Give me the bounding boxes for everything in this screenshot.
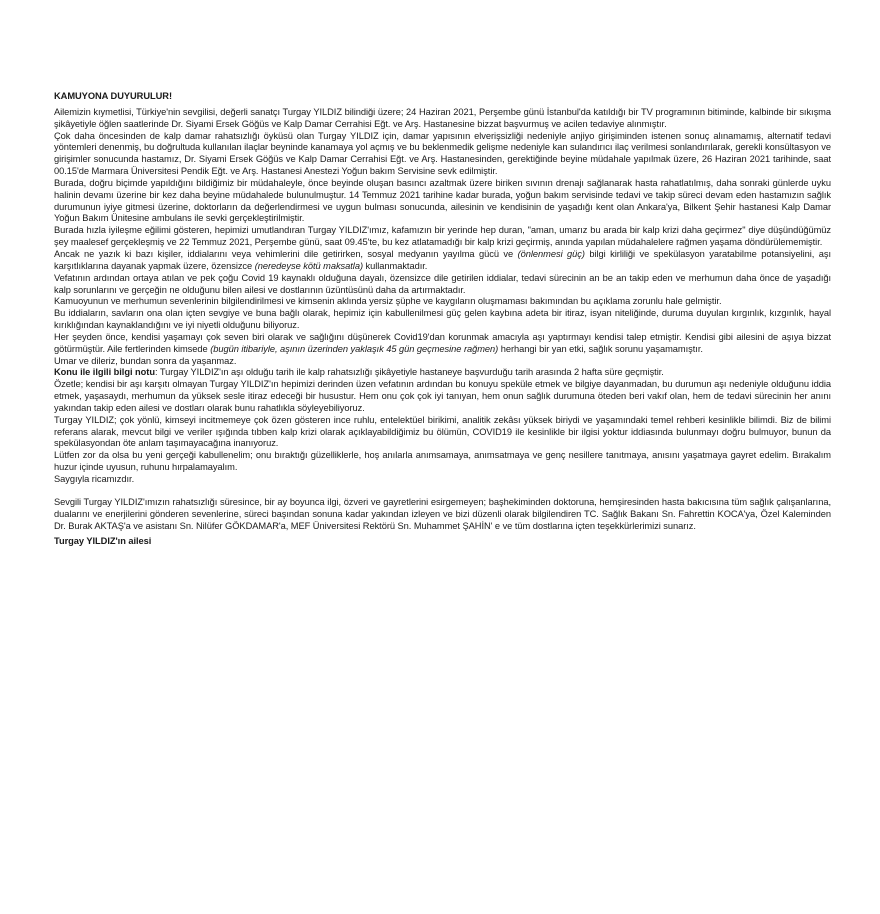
paragraph-13: Turgay YILDIZ; çok yönlü, kimseyi incitmemeye çok özen gösteren ince ruhlu, entelektüel birikimi, analitik zekâsı yüksek biriydi ve yaşamındaki temel rehberi kesinlikle bilimdi. Biz de bilimi referans alarak, mevcut bilgi ve veriler ışığında tıbben kalp krizi olarak açıklayabildiğimiz bu ölümün, COVID19 ile kesinlikle bir ilgisi yoktur iddiasında bulunmayı doğru bulmuyor, bunun da spekülasyondan öte anlam taşımayacağına inanıyoruz. [54,414,831,449]
paragraph-5-part-c: kullanmaktadır. [363,260,428,271]
paragraph-7: Kamuoyunun ve merhumun sevenlerinin bilgilendirilmesi ve kimsenin aklında yersiz şüphe ve kaygıların oluşmaması bakımından bu açıklama zorunlu hale gelmiştir. [54,296,722,307]
paragraph-5-italic-2: (neredeyse kötü maksatla) [254,260,363,271]
paragraph-1: Ailemizin kıymetlisi, Türkiye'nin sevgilisi, değerli sanatçı Turgay YILDIZ bilindiği üzere; 24 Haziran 2021, Perşembe günü İstanbul'da katıldığı bir TV programının bitiminde, kalbinde bir sıkışma şikâyetiyle öğlen saatlerinde Dr. Siyami Ersek Göğüs ve Kalp Damar Cerrahisi Eğt. ve Arş. Hastanesine bizzat başvurmuş ve acilen tedaviye alınmıştır. [54,106,831,129]
paragraph-8: Bu iddiaların, savların ona olan içten sevgiye ve buna bağlı olarak, hepimiz için kabullenilmesi güç gelen kaybına adeta bir itiraz, isyan niteliğinde, duruma duyulan kırgınlık, kızgınlık, hayal kırıklığından kaynaklandığını ve iyi niyetli olduğunu biliyoruz. [54,308,831,331]
paragraph-4: Burada hızla iyileşme eğilimi gösteren, hepimizi umutlandıran Turgay YILDIZ'ımız, kafamızın bir yerinde hep duran, "aman, umarız bu arada bir kalp krizi daha geçirmez" diye düşündüğümüz şey maalesef gerçekleşmiş ve 22 Temmuz 2021, Perşembe günü, saat 09.45'te, bu kez atlatamadığı bir kalp krizi geçirmiş, anında yapılan müdahalelere rağmen yaşama döndürülememiştir. [54,225,831,248]
paragraph-12: Özetle; kendisi bir aşı karşıtı olmayan Turgay YILDIZ'ın hepimizi derinden üzen vefatının ardından bu konuyu spekülе etmek ve bilgiye dayanmadan, bu durumun aşı nedeniyle olduğunu iddia etmek, yaşasaydı, merhumun da yüksek sesle itiraz edeceği bir husustur. Hem onu çok çok iyi tanıyan, hem onun sağlık durumuna öteden beri vakıf olan, hem de tedavi sürecinin her anını yakından takip eden ailesi ve dostları olarak bunu rahatlıkla söyleyebiliyoruz. [54,379,831,413]
paragraph-5-italic-1: (önlenmesi güç) [517,248,585,259]
paragraph-5-part-a: Ancak ne yazık ki bazı kişiler, iddialarını veya vehimlerini dile getirirken, sosyal medyanın yayılma gücü ve [54,248,518,259]
paragraph-15: Saygıyla ricamızdır. [54,474,135,484]
paragraph-9 [54,332,831,356]
signature: Turgay YILDIZ'ın ailesi [54,536,152,547]
paragraph-2: Çok daha öncesinden de kalp damar rahatsızlığı öyküsü olan Turgay YILDIZ için, damar yapısının elverişsizliği nedeniyle anjiyo girişiminden istenen sonuç alınamamış, alternatif tedavi yöntemleri denenmiş, bu doğrultuda kullanılan ilaçlar beyninde kanamaya yol açmış ve bu beklenmedik gelişme nedeniyle kan sulandırıcı ilaç verilmesi sonlandırılarak, gerekli konsültasyon ve girişimler sonucunda hastamız, Dr. Siyami Ersek Göğüs ve Kalp Damar Cerrahisi Eğt. ve Arş. Hastanesinden, gerektiğinde beyine müdahale yapılmak üzere, 26 Haziran 2021 tarihinde, saat 00.15'de Marmara Üniversitesi Pendik Eğt. ve Arş. Hastanesi Anestezi Yoğun bakım Servisine sevk edilmiştir. [54,130,831,177]
paragraph-11 [54,367,831,379]
paragraph-9-part-a: Her şeyden önce, kendisi yaşamayı çok seven biri olarak ve sağlığını düşünerek Covid19'dan korunmak amacıyla aşı yaptırmayı kendisi talep etmiştir. Kendisi gibi ailesini de aşıya bizzat götürmüştür. Aile fertlerinden kimsede [54,331,831,354]
paragraph-16: Sevgili Turgay YILDIZ'ımızın rahatsızlığı süresince, bir ay boyunca ilgi, özveri ve gayretlerini esirgemeyen; başhekiminden doktoruna, hemşiresinden hasta bakıcısına tüm sağlık çalışanlarına, dualarını ve enerjilerini gönderen sevenlerine, süreci başından sonuna kadar yakından izleyen ve bizi düzenli olarak bilgilendiren TC. Sağlık Bakanı Sn. Fahrettin KOCA'ya, Özel Kaleminden Dr. Burak AKTAŞ'a ve asistanı Sn. Nilüfer GÖKDAMAR'a, MEF Üniversitesi Rektörü Sn. Muhammet ŞAHİN' e ve tüm dostlarına içten teşekkürlerimizi sunarız. [54,496,831,531]
announcement-title: KAMUYONA DUYURULUR! [54,91,173,101]
announcement-document [54,91,831,548]
paragraph-9-part-b: herhangi bir yan etki, sağlık sorunu yaşamamıştır. [498,343,703,354]
paragraph-10: Umar ve dileriz, bundan sonra da yaşanmaz. [54,355,237,366]
paragraph-5 [54,249,831,273]
paragraph-6: Vefatının ardından ortaya atılan ve pek çoğu Covid 19 kaynaklı olduğuna dayalı, özensizce dile getirilen iddialar, tedavi sürecinin an be an takip eden ve merhumun daha önce de yaşadığı kalp sorunlarını ve gerçeğin ne olduğunu bilen ailesi ve dostlarının üzüntüsünü daha da artırmaktadır. [54,272,831,295]
paragraph-9-italic: (bugün itibariyle, aşının üzerinden yaklaşık 45 gün geçmesine rağmen) [210,343,499,354]
paragraph-5-part-b: bilgi kirliliği ve spekülasyon yaratabilme potansiyelini, aşı karşıtlıklarına dayanak yapmak üzere, özensizce [54,248,831,271]
paragraph-14: Lütfen zor da olsa bu yeni gerçeği kabullenelim; onu bıraktığı güzelliklerle, hoş anılarla anımsamaya, anımsatmaya ve genç nesillere tanıtmaya, anısını yaşatmaya gayret edelim. Bırakalım huzur içinde uyusun, ruhunu hırpalamayalım. [54,450,831,473]
paragraph-3: Burada, doğru biçimde yapıldığını bildiğimiz bir müdahaleyle, önce beyinde oluşan basıncı azaltmak üzere biriken sıvının drenajı sağlanarak hasta rahatlatılmış, daha sonraki günlerde uyku halinin devamı üzerine bir kez daha beyine müdahalede bulunulmuştur. 14 Temmuz 2021 tarihine kadar burada, yoğun bakım servisinde tedavi ve takip süreci devam eden hastamızın sağlık durumunun iyiye gitmesi üzerine, doktorların da değerlendirmesi ve uygun bulması sonucunda, ailesinin ve kendisinin de yaşadığı kent olan Ankara'ya, Bilkent Şehir hastanesi Kalp Damar Yoğun Bakım Ünitesine ambulans ile sevki gerçekleştirilmiştir. [54,177,831,224]
info-note-text: : Turgay YILDIZ'ın aşı olduğu tarih ile kalp rahatsızlığı şikâyetiyle hastaneye başvurduğu tarih arasında 2 hafta süre geçmiştir. [154,367,664,378]
info-note-label: Konu ile ilgili bilgi notu [54,367,155,378]
